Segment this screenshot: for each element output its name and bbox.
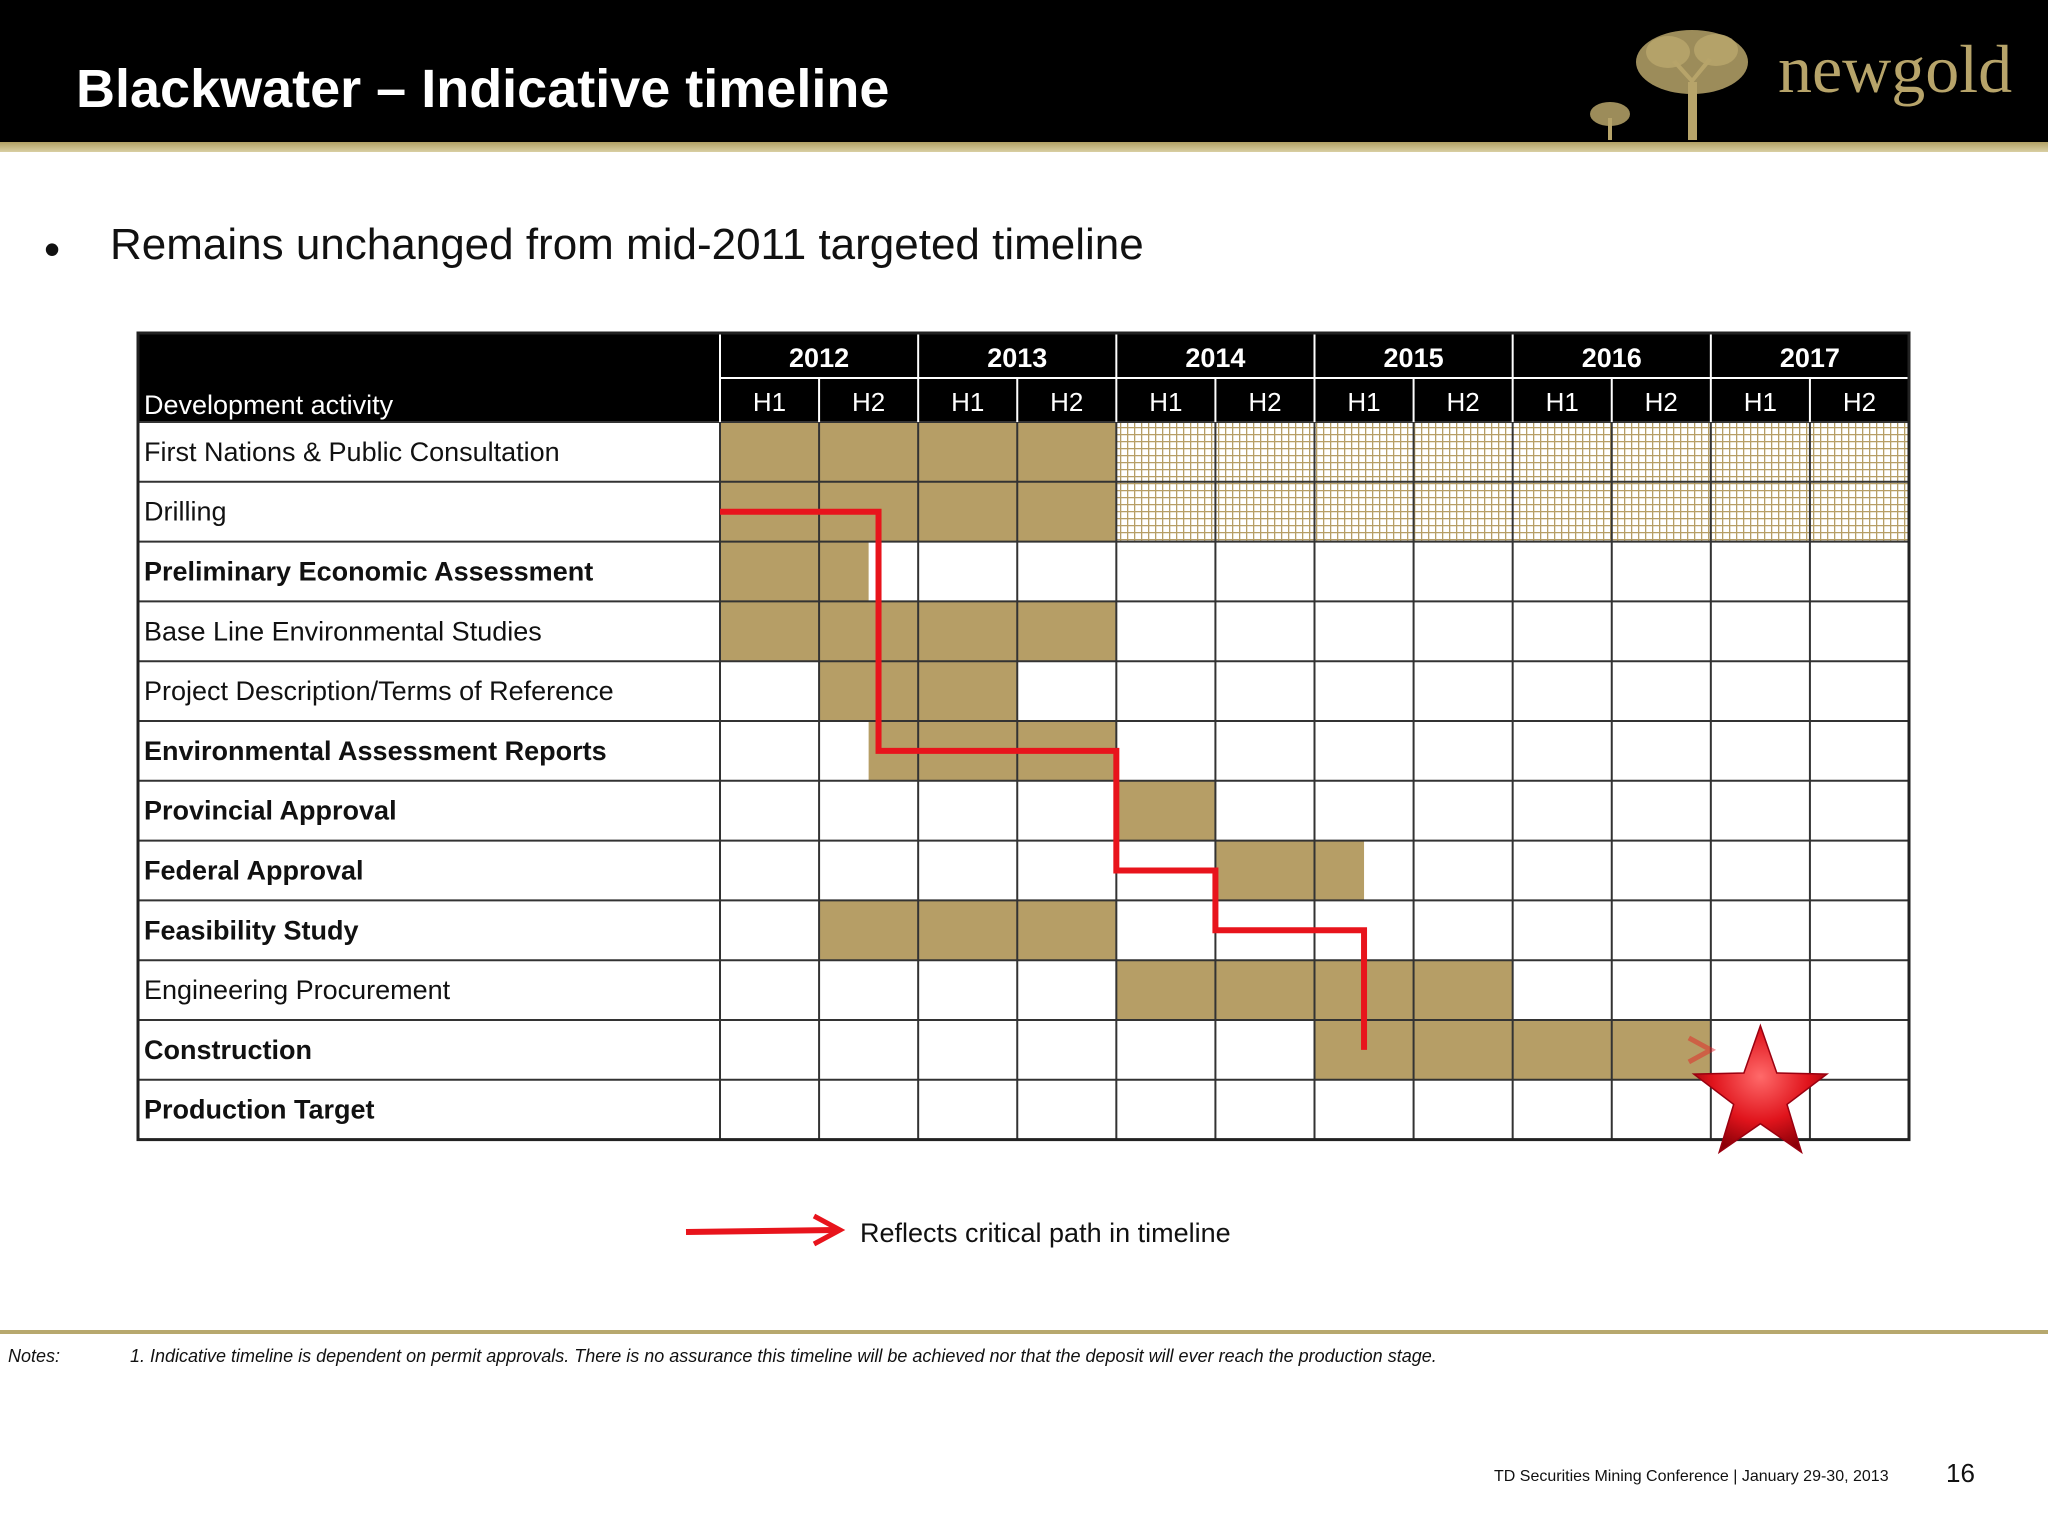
half-header: H1 <box>752 387 787 417</box>
half-header: H1 <box>1149 387 1183 417</box>
year-header: 2014 <box>1185 343 1246 373</box>
bullet-text: Remains unchanged from mid-2011 targeted timeline <box>110 220 1144 269</box>
activity-label: Provincial Approval <box>144 795 397 826</box>
notes-text: 1. Indicative timeline is dependent on permit approvals. There is no assurance this timeline will be achieved nor that the deposit will ever reach the production stage. <box>130 1346 1437 1366</box>
half-header: H1 <box>951 387 985 417</box>
half-header: H2 <box>1050 387 1084 417</box>
activity-label: Project Description/Terms of Reference <box>144 676 614 707</box>
activity-bar <box>1116 781 1215 841</box>
production-star-icon <box>1694 1026 1827 1153</box>
activity-label: Production Target <box>144 1094 375 1125</box>
activity-label: Engineering Procurement <box>144 975 451 1006</box>
activity-label: Base Line Environmental Studies <box>144 616 542 647</box>
half-header: H1 <box>1743 387 1777 417</box>
half-header: H2 <box>1248 387 1282 417</box>
page-number: 16 <box>1946 1458 1975 1488</box>
activity-bar <box>1215 841 1364 901</box>
bullet-marker: • <box>44 223 61 275</box>
legend-label: Reflects critical path in timeline <box>860 1218 1231 1248</box>
activity-label: Drilling <box>144 496 227 527</box>
year-header: 2016 <box>1581 343 1642 373</box>
activity-label: Construction <box>144 1034 312 1065</box>
half-header: H2 <box>1644 387 1678 417</box>
year-header: 2015 <box>1383 343 1444 373</box>
half-header: H2 <box>1842 387 1877 417</box>
row-header-label: Development activity <box>144 390 394 420</box>
footer-conference: TD Securities Mining Conference | January 29-30, 2013 <box>1494 1468 1889 1485</box>
slide-title: Blackwater – Indicative timeline <box>76 59 890 119</box>
legend-arrow-icon <box>686 1230 836 1232</box>
activity-label: Feasibility Study <box>144 915 359 946</box>
activity-bar <box>819 900 1116 960</box>
activity-label: Environmental Assessment Reports <box>144 735 607 766</box>
half-header: H2 <box>852 387 886 417</box>
half-header: H2 <box>1446 387 1480 417</box>
notes-label: Notes: <box>8 1346 61 1366</box>
activity-label: Federal Approval <box>144 855 364 886</box>
notes-divider <box>0 1330 2048 1334</box>
year-header: 2017 <box>1779 343 1840 373</box>
half-header: H1 <box>1545 387 1579 417</box>
year-header: 2013 <box>987 343 1048 373</box>
logo-wordmark: newgold <box>1778 31 2013 107</box>
activity-bar <box>720 542 869 602</box>
activity-label: First Nations & Public Consultation <box>144 436 560 467</box>
activity-label: Preliminary Economic Assessment <box>144 556 594 587</box>
half-header: H1 <box>1347 387 1381 417</box>
year-header: 2012 <box>789 343 850 373</box>
